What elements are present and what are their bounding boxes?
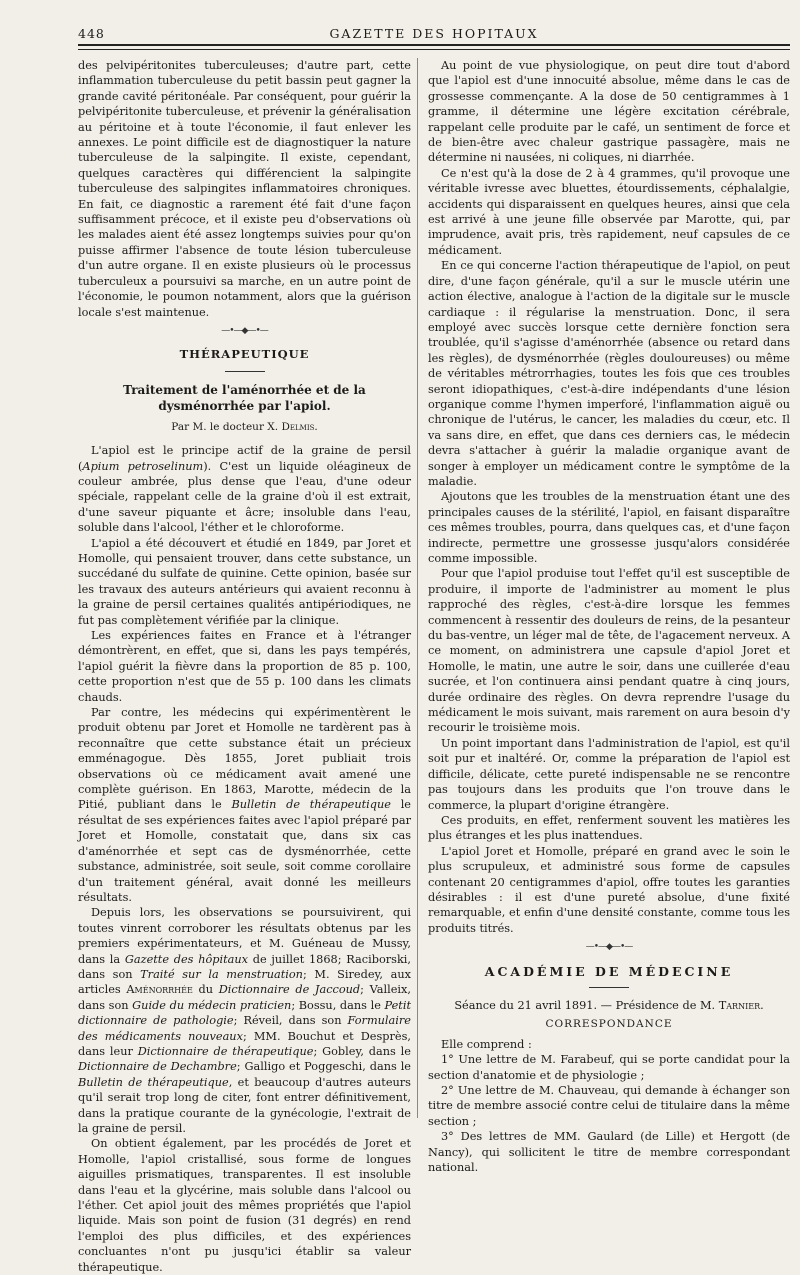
paragraph: Ces produits, en effet, renferment souvent les matières les plus étranges et les plus inattendues. (428, 813, 790, 843)
column-divider (417, 58, 418, 1118)
paragraph: Depuis lors, les observations se poursuivirent, qui toutes vinrent corroborer les résultats obtenus par les premiers expérimentateurs, et M. Guéneau de Mussy, dans la Gazette des hôpitaux de juillet 1868; Raciborski, dans son Traité sur la menstruation; M. Siredey, aux articles Aménorrhée du Dictionnaire de Jaccoud; Valleix, dans son Guide du médecin praticien; Bossu, dans le Petit dictionnaire de pathologie; Réveil, dans son Formulaire des médicaments nouveaux; MM. Bouchut et Desprès, dans leur Dictionnaire de thérapeutique; Gobley, dans le Dictionnaire de Dechambre; Galligo et Poggeschi, dans le Bulletin de thérapeutique, et beaucoup d'autres auteurs qu'il serait trop long de citer, font entrer définitivement, dans la pratique courante de la gynécologie, l'extrait de la graine de persil. (78, 906, 412, 1135)
paragraph: L'apiol est le principe actif de la graine de persil (Apium petroselinum). C'est un liquide oléagineux de couleur ambrée, plus dense que l'eau, d'une odeur spéciale, rappelant celle de la graine d'où il est extrait, d'une saveur piquante et âcre; insoluble dans l'eau, soluble dans l'alcool, l'éther et le chloroforme. (78, 444, 412, 535)
list-item: 2° Une lettre de M. Chauveau, qui demande à échanger son titre de membre associé contre celui de titulaire dans la même section ; (428, 1084, 790, 1128)
paragraph: On obtient également, par les procédés de Joret et Homolle, l'apiol cristallisé, sous forme de longues aiguilles prismatiques, transparentes. Il est insoluble dans l'eau et la glycérine, mais soluble dans l'alcool ou l'éther. Cet apiol jouit des mêmes propriétés que l'apiol liquide. Mais son point de fusion (31 degrés) en rend l'emploi des plus difficiles, et des expériences concluantes n'ont pu jusqu'ici établir sa valeur thérapeutique. (78, 1137, 411, 1274)
paragraph: Ajoutons que les troubles de la menstruation étant une des principales causes de la stérilité, l'apiol, en faisant disparaître ces mêmes troubles, pourra, dans quelques cas, et d'une façon indirecte, permettre une grossesse jusqu'alors considérée comme impossible. (428, 490, 790, 565)
author-name: Delmis. (281, 420, 318, 433)
president-name: Tarnier. (718, 998, 764, 1012)
header-rule (78, 44, 790, 46)
paragraph: Elle comprend : (441, 1037, 532, 1051)
subsection-title: CORRESPONDANCE (545, 1018, 673, 1031)
paragraph: L'apiol Joret et Homolle, préparé en grand avec le soin le plus scrupuleux, et administré sous forme de capsules contenant 20 centigrammes d'apiol, offre toutes les garanties désirables : il est d'une pureté absolue, d'une fixité remarquable, et enfin d'une densité constante, comme tous les produits titrés. (428, 844, 790, 935)
paragraph: En ce qui concerne l'action thérapeutique de l'apiol, on peut dire, d'une façon générale, qu'il a sur le muscle utérin une action élective, analogue à l'action de la digitale sur le muscle cardiaque : il régularise la menstruation. Donc, il sera employé avec succès lorsque cette dernière fonction sera troublée, qu'il s'agisse d'aménorrhée (absence ou retard dans les règles), de dysménorrhée (règles douloureuses) ou même de véritables métrorrhagies, toutes les fois que ces troubles seront idiopathiques, c'est-à-dire indépendants d'une lésion organique comme l'hymen imperforé, l'inflammation aiguë ou chronique de l'utérus, le cancer, les maladies du cœur, etc. Il va sans dire, en effet, que dans ces derniers cas, le médecin devra s'attacher à guérir la maladie organique avant de songer à employer un médicament contre le symptôme de la maladie. (428, 259, 790, 488)
journal-title: GAZETTE DES HOPITAUX (329, 26, 539, 41)
header-rule-thin (78, 49, 790, 50)
paragraph: des pelvipéritonites tuberculeuses; d'autre part, cette inflammation tuberculeuse du petit bassin peut gagner la grande cavité péritonéale. Par conséquent, pour guérir la pelvipéritonite tuberculeuse, et prévenir la généralisation au péritoine et à toute l'économie, il faut enlever les annexes. Le point difficile est de diagnostiquer la nature tuberculeuse de la salpingite. Il existe, cependant, quelques caractères qui différencient la salpingite tuberculeuse des salpingites inflammatoires chroniques. En fait, ce diagnostic a rarement été fait d'une façon suffisamment précoce, et il existe peu d'observations où les malades aient été assez longtemps suivies pour qu'on puisse affirmer l'absence de toute lésion tuberculeuse d'un autre organe. Il en existe plusieurs où le processus tuberculeux a poursuivi sa marche, en un autre point de l'économie, le poumon notamment, alors que la guérison locale s'est maintenue. (78, 59, 411, 319)
byline: Par M. le docteur X. Delmis. (171, 420, 318, 433)
paragraph: Par contre, les médecins qui expérimentèrent le produit obtenu par Joret et Homolle ne tardèrent pas à reconnaître que cette substance était un précieux emménagogue. Dès 1855, Joret publiait trois observations où ce médicament avait amené une complète guérison. En 1863, Marotte, médecin de la Pitié, publiant dans le Bulletin de thérapeutique le résultat de ses expériences faites avec l'apiol préparé par Joret et Homolle, constatait que, dans six cas d'aménorrhée et sept cas de dysménorrhée, cette substance, administrée, soit seule, soit comme corollaire d'un traitement général, avait donné les meilleurs résultats. (78, 706, 411, 904)
left-column (78, 58, 411, 1275)
paragraph: Les expériences faites en France et à l'étranger démontrèrent, en effet, que si, dans les pays tempérés, l'apiol guérit la fièvre dans la proportion de 85 p. 100, cette proportion n'est que de 55 p. 100 dans les climats chauds. (78, 629, 411, 704)
paragraph: Au point de vue physiologique, on peut dire tout d'abord que l'apiol est d'une innocuité absolue, même dans le cas de grossesse commençante. A la dose de 50 centigrammes à 1 gramme, il détermine une légère excitation cérébrale, rappelant celle produite par le café, un sentiment de force et de bien-être avec chaleur gastrique passagère, mais ne détermine ni nausées, ni coliques, ni diarrhée. (428, 59, 790, 165)
paragraph: Un point important dans l'administration de l'apiol, est qu'il soit pur et inaltéré. Or, comme la préparation de l'apiol est difficile, délicate, cette pureté indispensable ne se rencontre pas toujours dans les produits que l'on trouve dans le commerce, la plupart d'origine étrangère. (428, 736, 790, 812)
article-title: Traitement de l'aménorrhée et de la dysménorrhée par l'apiol. (123, 382, 366, 413)
paragraph: Ce n'est qu'à la dose de 2 à 4 grammes, qu'il provoque une véritable ivresse avec bluettes, étourdissements, céphalalgie, accidents qui disparaissent en quelques heures, ainsi que cela est arrivé à une jeune fille observée par Marotte, qui, par imprudence, avait pris, très rapidement, neuf capsules de ce médicament. (428, 166, 790, 257)
right-column (428, 58, 790, 1175)
ornament-divider: —•—◆—•— (221, 325, 268, 336)
ornament-divider: —•—◆—•— (585, 942, 633, 953)
short-rule (589, 987, 629, 988)
page-header (78, 22, 790, 44)
list-item: 1° Une lettre de M. Farabeuf, qui se porte candidat pour la section d'anatomie et de physiologie ; (428, 1053, 790, 1082)
short-rule (225, 371, 265, 372)
session-line: Séance du 21 avril 1891. — Présidence de M. Tarnier. (454, 998, 764, 1012)
page-number: 448 (78, 26, 105, 41)
paragraph: L'apiol a été découvert et étudié en 1849, par Joret et Homolle, qui pensaient trouver, dans cette substance, un succédané du sulfate de quinine. Cette opinion, basée sur les travaux des auteurs antérieurs qui avaient reconnu à la graine de persil certaines qualités antipériodiques, ne fut pas complètement vérifiée par la clinique. (78, 536, 411, 627)
paragraph: Pour que l'apiol produise tout l'effet qu'il est susceptible de produire, il importe de l'administrer au moment le plus rapproché des règles, c'est-à-dire lorsque les femmes commencent à ressentir des douleurs de reins, de la pesanteur du bas-ventre, un léger mal de tête, de l'agacement nerveux. A ce moment, on administrera une capsule d'apiol Joret et Homolle, le matin, une autre le soir, dans une cuillerée d'eau sucrée, et l'on continuera ainsi pendant quatre à cinq jours, durée ordinaire des règles. On devra reprendre l'usage du médicament le mois suivant, mais rarement on aura besoin d'y recourir le troisième mois. (428, 567, 790, 735)
list-item: 3° Des lettres de MM. Gaulard (de Lille) et Hergott (de Nancy), qui sollicitent le titre de membre correspondant national. (428, 1130, 790, 1175)
section-title: THÉRAPEUTIQUE (179, 347, 310, 362)
section-title: ACADÉMIE DE MÉDECINE (484, 963, 734, 979)
